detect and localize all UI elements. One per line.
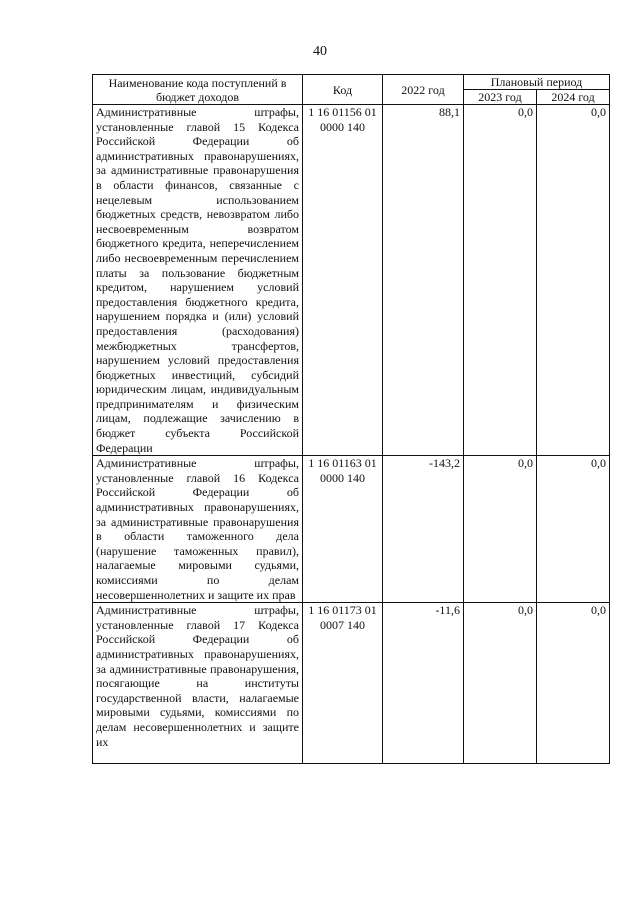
row-value-2022: 88,1 [383, 105, 464, 456]
row-code: 1 16 01173 01 0007 140 [303, 603, 383, 764]
table-row [93, 456, 610, 603]
row-name: Административные штрафы, установленные главой 16 Кодекса Российской Федерации об административных правонарушениях, за административные правонарушения в области таможенного дела (нарушение таможенных правил), налагаемые мировыми судьями, комиссиями по делам несовершеннолетних и защите их прав [93, 456, 303, 603]
page-number: 40 [313, 44, 327, 59]
header-planned-period: Плановый период [464, 75, 610, 90]
header-code: Код [303, 75, 383, 105]
row-value-2024: 0,0 [537, 105, 610, 456]
row-value-2023: 0,0 [464, 105, 537, 456]
row-value-2024: 0,0 [537, 456, 610, 603]
row-code: 1 16 01156 01 0000 140 [303, 105, 383, 456]
row-name: Административные штрафы, установленные главой 17 Кодекса Российской Федерации об административных правонарушениях, за административные правонарушения, посягающие на институты государственной власти, налагаемые мировыми судьями, комиссиями по делам несовершеннолетних и защите их [93, 603, 303, 764]
row-value-2023: 0,0 [464, 603, 537, 764]
row-name: Административные штрафы, установленные главой 15 Кодекса Российской Федерации об административных правонарушениях, за административные правонарушения в области финансов, связанные с нецелевым использованием бюджетных средств, невозвратом либо несвоевременным возвратом бюджетного кредита, неперечислением либо несвоевременным перечислением платы за пользование бюджетным кредитом, нарушением условий предоставления бюджетного кредита, нарушением порядка и (или) условий предоставления (расходования) межбюджетных трансфертов, нарушением условий предоставления бюджетных инвестиций, субсидий юридическим лицам, индивидуальным предпринимателям и физическим лицам, подлежащие зачислению в бюджет субъекта Российской Федерации [93, 105, 303, 456]
header-2023: 2023 год [464, 90, 537, 105]
table-row [93, 105, 610, 456]
header-2022: 2022 год [383, 75, 464, 105]
header-name: Наименование кода поступлений в бюджет доходов [93, 75, 303, 105]
row-value-2024: 0,0 [537, 603, 610, 764]
row-value-2022: -11,6 [383, 603, 464, 764]
table-header-row [93, 75, 610, 90]
budget-revenue-table [92, 74, 610, 764]
row-value-2022: -143,2 [383, 456, 464, 603]
row-code: 1 16 01163 01 0000 140 [303, 456, 383, 603]
table-row [93, 603, 610, 764]
row-value-2023: 0,0 [464, 456, 537, 603]
header-2024: 2024 год [537, 90, 610, 105]
